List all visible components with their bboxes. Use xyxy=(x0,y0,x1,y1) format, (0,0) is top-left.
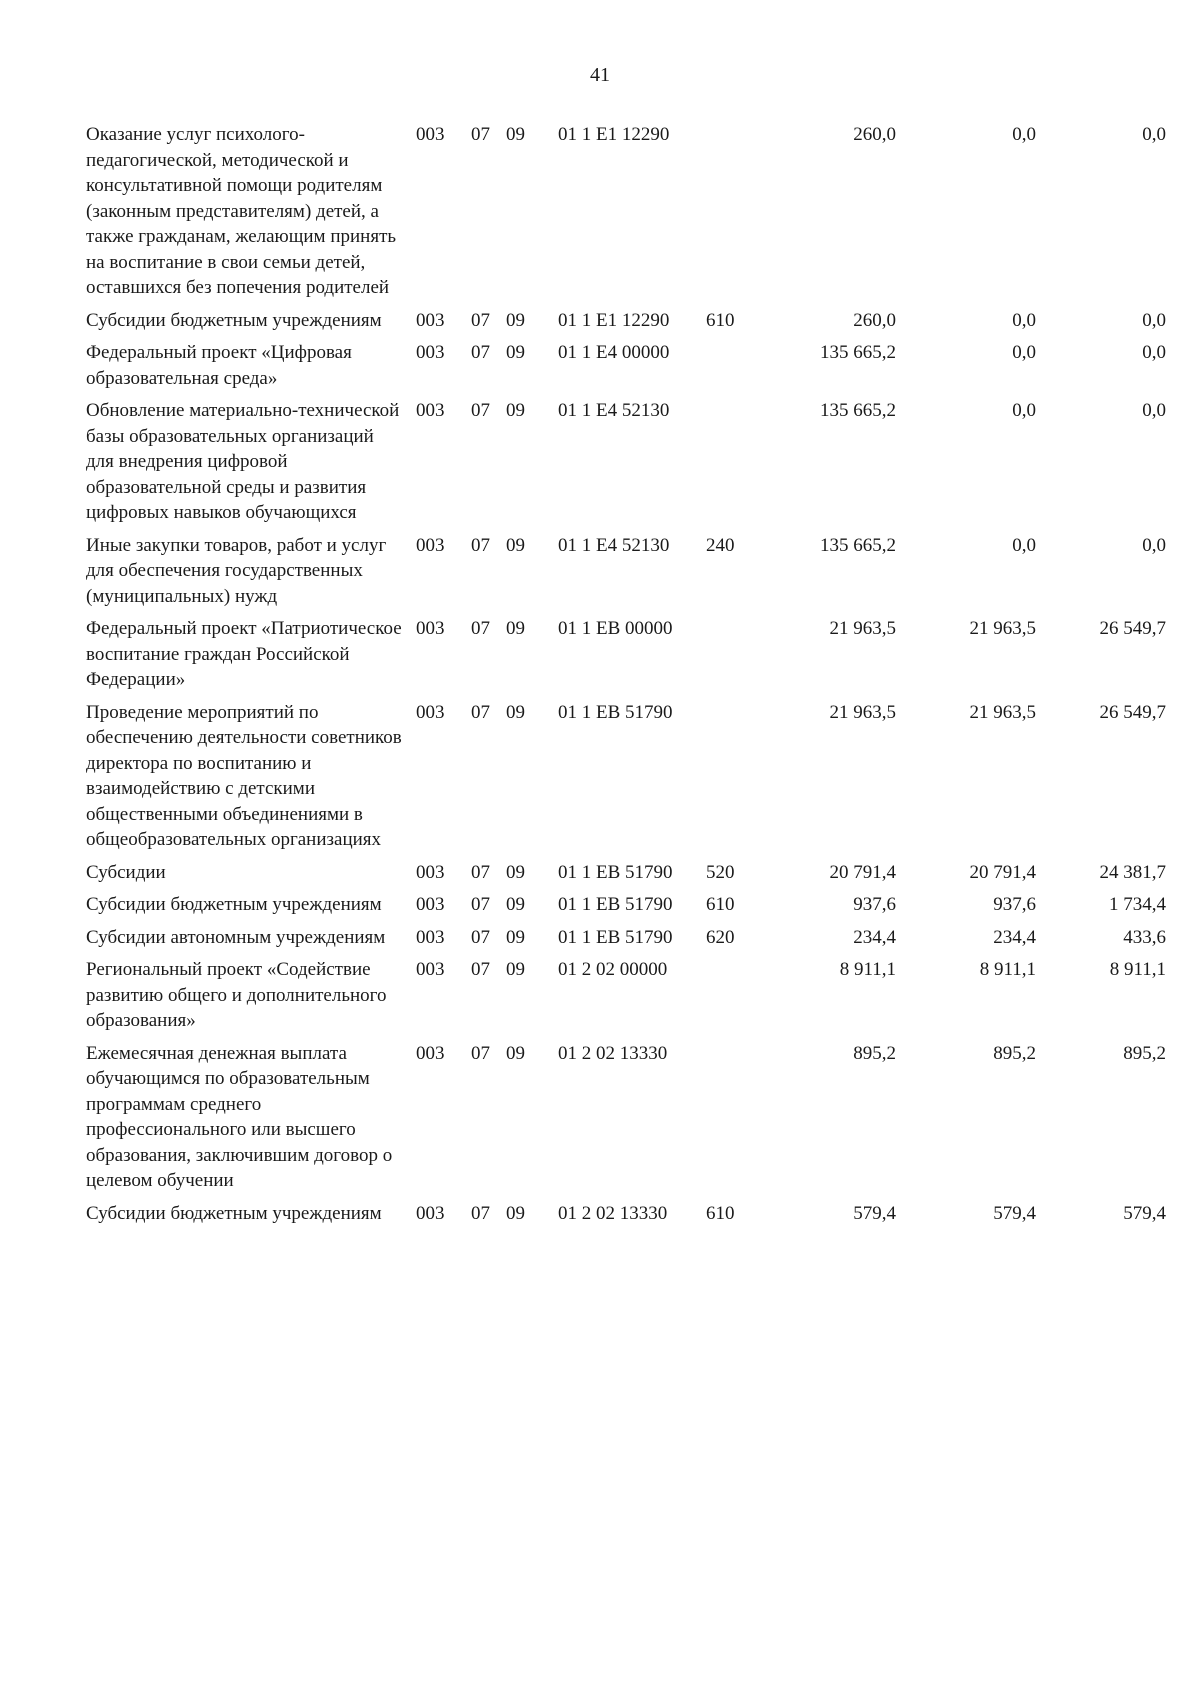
ministry-code-cell: 003 xyxy=(416,926,445,948)
subsection-code-cell: 09 xyxy=(506,894,525,915)
amount-year2-cell: 0,0 xyxy=(1012,124,1036,145)
table-row xyxy=(86,122,1166,308)
ministry-code-cell: 003 xyxy=(416,534,445,556)
section-code-cell: 07 xyxy=(471,861,490,883)
amount-year2-cell: 895,2 xyxy=(993,1042,1036,1064)
amount-year1-cell: 8 911,1 xyxy=(839,959,896,980)
item-name-cell: Оказание услуг психолого-педагогической, методической и консультативной помощи родителям (законным представителям) детей, а также гражданам, желающим принять на воспитание в свои семьи детей, оставшихся без попечения родителей xyxy=(86,124,397,298)
target-article-cell: 01 1 EB 00000 xyxy=(558,618,673,639)
target-article-cell: 01 1 E1 12290 xyxy=(558,124,670,145)
expense-type-cell xyxy=(706,398,756,533)
item-name-cell: Субсидии xyxy=(86,861,166,883)
ministry-code-cell: 003 xyxy=(416,701,445,723)
item-name-cell: Федеральный проект «Цифровая образовательная среда» xyxy=(86,342,352,389)
target-article-cell: 01 1 EB 51790 xyxy=(558,861,673,883)
amount-year1-cell: 260,0 xyxy=(853,309,896,331)
target-article-cell: 01 1 E1 12290 xyxy=(558,309,670,331)
subsection-code-cell: 09 xyxy=(506,861,525,883)
item-name-cell: Иные закупки товаров, работ и услуг для обеспечения государственных (муниципальных) нужд xyxy=(86,534,387,607)
subsection-code-cell: 09 xyxy=(506,701,525,723)
amount-year3-cell: 1 734,4 xyxy=(1109,894,1166,915)
amount-year1-cell: 21 963,5 xyxy=(829,618,896,639)
amount-year1-cell: 895,2 xyxy=(853,1042,896,1064)
item-name-cell: Региональный проект «Содействие развитию общего и дополнительного образования» xyxy=(86,959,387,1031)
section-code-cell: 07 xyxy=(471,618,490,639)
ministry-code-cell: 003 xyxy=(416,124,445,145)
subsection-code-cell: 09 xyxy=(506,124,525,145)
amount-year1-cell: 21 963,5 xyxy=(829,701,896,723)
item-name-cell: Субсидии бюджетным учреждениям xyxy=(86,894,382,915)
section-code-cell: 07 xyxy=(471,309,490,331)
item-name-cell: Ежемесячная денежная выплата обучающимся по образовательным программам среднего профессионального или высшего образования, заключившим договор о целевом обучении xyxy=(86,1042,393,1191)
expense-type-cell: 610 xyxy=(706,894,735,915)
ministry-code-cell: 003 xyxy=(416,861,445,883)
amount-year3-cell: 433,6 xyxy=(1123,926,1166,948)
target-article-cell: 01 2 02 00000 xyxy=(558,959,668,980)
amount-year2-cell: 234,4 xyxy=(993,926,1036,948)
amount-year3-cell: 0,0 xyxy=(1142,400,1166,421)
amount-year1-cell: 260,0 xyxy=(853,124,896,145)
amount-year2-cell: 937,6 xyxy=(993,894,1036,915)
amount-year2-cell: 0,0 xyxy=(1012,400,1036,421)
expense-type-cell xyxy=(706,957,756,1041)
table-row xyxy=(86,616,1166,700)
target-article-cell: 01 1 EB 51790 xyxy=(558,926,673,948)
section-code-cell: 07 xyxy=(471,124,490,145)
target-article-cell: 01 2 02 13330 xyxy=(558,1042,668,1064)
expense-type-cell: 620 xyxy=(706,926,735,948)
table-row xyxy=(86,700,1166,860)
table-row xyxy=(86,925,1166,958)
item-name-cell: Субсидии бюджетным учреждениям xyxy=(86,1202,382,1224)
amount-year3-cell: 26 549,7 xyxy=(1099,618,1166,639)
expense-type-cell: 240 xyxy=(706,534,735,556)
target-article-cell: 01 1 E4 52130 xyxy=(558,534,670,556)
amount-year3-cell: 895,2 xyxy=(1123,1042,1166,1064)
table-row xyxy=(86,1041,1166,1201)
item-name-cell: Федеральный проект «Патриотическое воспитание граждан Российской Федерации» xyxy=(86,618,402,690)
table-row xyxy=(86,957,1166,1041)
ministry-code-cell: 003 xyxy=(416,1042,445,1064)
amount-year2-cell: 21 963,5 xyxy=(969,701,1036,723)
subsection-code-cell: 09 xyxy=(506,309,525,331)
subsection-code-cell: 09 xyxy=(506,342,525,363)
amount-year2-cell: 20 791,4 xyxy=(969,861,1036,883)
subsection-code-cell: 09 xyxy=(506,1202,525,1224)
item-name-cell: Субсидии бюджетным учреждениям xyxy=(86,309,382,331)
expense-type-cell xyxy=(706,340,756,398)
amount-year1-cell: 20 791,4 xyxy=(829,861,896,883)
item-name-cell: Субсидии автономным учреждениям xyxy=(86,926,386,948)
table-row xyxy=(86,533,1166,617)
budget-table xyxy=(86,122,1166,1233)
amount-year3-cell: 579,4 xyxy=(1123,1202,1166,1224)
table-row xyxy=(86,1201,1166,1234)
target-article-cell: 01 1 E4 00000 xyxy=(558,342,670,363)
amount-year3-cell: 0,0 xyxy=(1142,124,1166,145)
table-row xyxy=(86,892,1166,925)
section-code-cell: 07 xyxy=(471,1042,490,1064)
expense-type-cell: 610 xyxy=(706,309,735,331)
amount-year1-cell: 234,4 xyxy=(853,926,896,948)
ministry-code-cell: 003 xyxy=(416,400,445,421)
table-body xyxy=(86,122,1166,1233)
amount-year2-cell: 579,4 xyxy=(993,1202,1036,1224)
ministry-code-cell: 003 xyxy=(416,1202,445,1224)
table-row xyxy=(86,340,1166,398)
amount-year2-cell: 21 963,5 xyxy=(969,618,1036,639)
item-name-cell: Обновление материально-технической базы образовательных организаций для внедрения цифровой образовательной среды и развития цифровых навыков обучающихся xyxy=(86,400,400,523)
ministry-code-cell: 003 xyxy=(416,342,445,363)
table-row xyxy=(86,860,1166,893)
section-code-cell: 07 xyxy=(471,400,490,421)
amount-year2-cell: 0,0 xyxy=(1012,309,1036,331)
item-name-cell: Проведение мероприятий по обеспечению деятельности советников директора по воспитанию и взаимодействию с детскими общественными объединениями в общеобразовательных организациях xyxy=(86,701,402,850)
ministry-code-cell: 003 xyxy=(416,894,445,915)
section-code-cell: 07 xyxy=(471,534,490,556)
expense-type-cell xyxy=(706,122,756,308)
ministry-code-cell: 003 xyxy=(416,309,445,331)
page-number: 41 xyxy=(590,64,610,86)
subsection-code-cell: 09 xyxy=(506,618,525,639)
ministry-code-cell: 003 xyxy=(416,959,445,980)
ministry-code-cell: 003 xyxy=(416,618,445,639)
amount-year3-cell: 0,0 xyxy=(1142,342,1166,363)
target-article-cell: 01 2 02 13330 xyxy=(558,1202,668,1224)
section-code-cell: 07 xyxy=(471,959,490,980)
section-code-cell: 07 xyxy=(471,926,490,948)
expense-type-cell: 520 xyxy=(706,861,735,883)
expense-type-cell xyxy=(706,616,756,700)
amount-year1-cell: 579,4 xyxy=(853,1202,896,1224)
target-article-cell: 01 1 E4 52130 xyxy=(558,400,670,421)
expense-type-cell: 610 xyxy=(706,1202,735,1224)
subsection-code-cell: 09 xyxy=(506,959,525,980)
subsection-code-cell: 09 xyxy=(506,1042,525,1064)
amount-year3-cell: 24 381,7 xyxy=(1099,861,1166,883)
amount-year2-cell: 0,0 xyxy=(1012,534,1036,556)
section-code-cell: 07 xyxy=(471,342,490,363)
amount-year2-cell: 0,0 xyxy=(1012,342,1036,363)
amount-year3-cell: 0,0 xyxy=(1142,534,1166,556)
subsection-code-cell: 09 xyxy=(506,534,525,556)
table-row xyxy=(86,398,1166,533)
amount-year2-cell: 8 911,1 xyxy=(979,959,1036,980)
target-article-cell: 01 1 EB 51790 xyxy=(558,701,673,723)
subsection-code-cell: 09 xyxy=(506,400,525,421)
amount-year1-cell: 135 665,2 xyxy=(820,400,896,421)
subsection-code-cell: 09 xyxy=(506,926,525,948)
expense-type-cell xyxy=(706,1041,756,1201)
amount-year1-cell: 135 665,2 xyxy=(820,342,896,363)
amount-year3-cell: 0,0 xyxy=(1142,309,1166,331)
amount-year1-cell: 135 665,2 xyxy=(820,534,896,556)
amount-year1-cell: 937,6 xyxy=(853,894,896,915)
expense-type-cell xyxy=(706,700,756,860)
section-code-cell: 07 xyxy=(471,894,490,915)
section-code-cell: 07 xyxy=(471,1202,490,1224)
section-code-cell: 07 xyxy=(471,701,490,723)
amount-year3-cell: 8 911,1 xyxy=(1109,959,1166,980)
amount-year3-cell: 26 549,7 xyxy=(1099,701,1166,723)
table-row xyxy=(86,308,1166,341)
target-article-cell: 01 1 EB 51790 xyxy=(558,894,673,915)
